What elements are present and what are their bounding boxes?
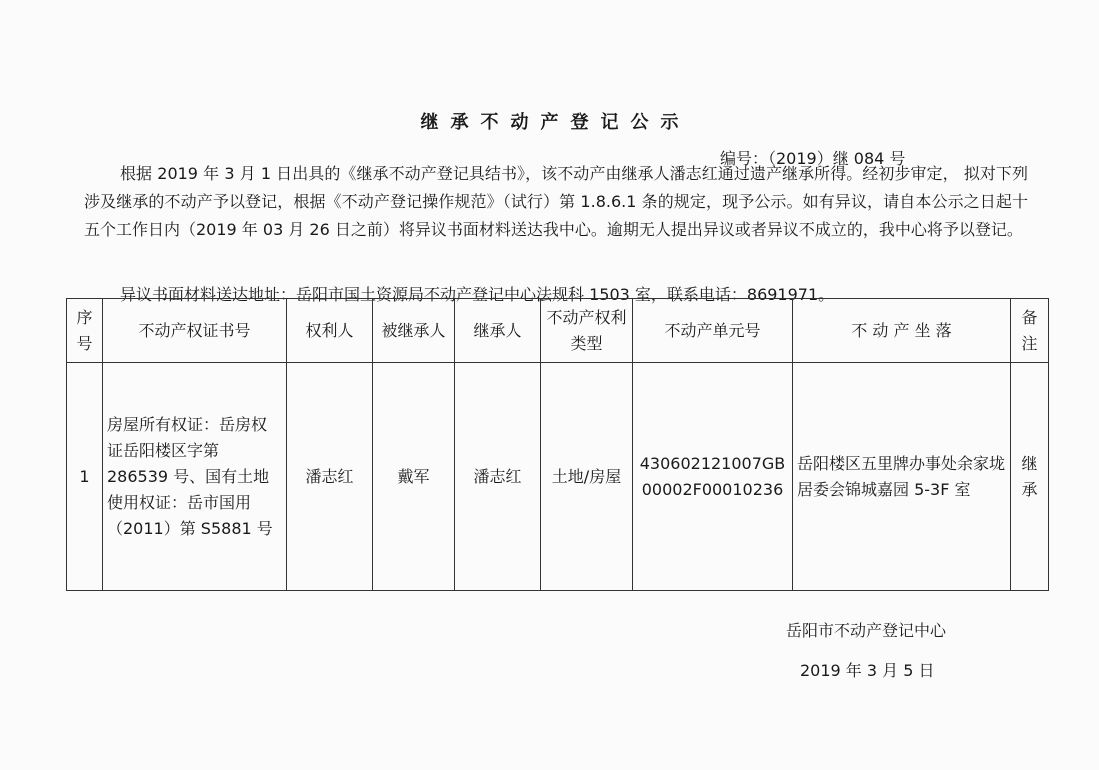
header-deceased: 被继承人 — [373, 299, 455, 363]
header-remark: 备注 — [1011, 299, 1049, 363]
cell-right-type: 土地/房屋 — [541, 363, 633, 591]
cell-heir: 潘志红 — [455, 363, 541, 591]
issue-date: 2019 年 3 月 5 日 — [800, 661, 935, 680]
header-heir: 继承人 — [455, 299, 541, 363]
cell-deceased: 戴军 — [373, 363, 455, 591]
table-header-row — [67, 299, 1049, 363]
header-certificate: 不动产权证书号 — [103, 299, 287, 363]
document-title: 继承不动产登记公示 — [420, 112, 691, 133]
notice-body: 根据 2019 年 3 月 1 日出具的《继承不动产登记具结书》，该不动产由继承人潘志红通过遗产继承所得。经初步审定， 拟对下列涉及继承的不动产予以登记，根据《不动产登记操作规范》（试行）第 1.8.6.1 条的规定，现予公示。如有异议，请自本公示之日起十五个工作日内（2019 年 03 月 26 日之前）将异议书面材料送达我中心。逾期无人提出异议或者异议不成立的，我中心将予以登记。 — [84, 164, 1028, 239]
cell-owner: 潘志红 — [287, 363, 373, 591]
registration-table — [66, 298, 1049, 591]
header-seq: 序号 — [67, 299, 103, 363]
issuing-organization: 岳阳市不动产登记中心 — [786, 621, 947, 640]
header-right-type: 不动产权利类型 — [541, 299, 633, 363]
objection-address: 异议书面材料送达地址：岳阳市国土资源局不动产登记中心法规科 1503 室，联系电话：8691971。 — [120, 285, 835, 304]
header-owner: 权利人 — [287, 299, 373, 363]
cell-remark: 继承 — [1011, 363, 1049, 591]
cell-location: 岳阳楼区五里牌办事处余家垅居委会锦城嘉园 5-3F 室 — [793, 363, 1011, 591]
header-unit-no: 不动产单元号 — [633, 299, 793, 363]
document-number: 编号：（2019）继 084 号 — [720, 149, 906, 168]
header-location: 不 动 产 坐 落 — [793, 299, 1011, 363]
cell-unit-no: 430602121007GB00002F00010236 — [633, 363, 793, 591]
table-row — [67, 363, 1049, 591]
cell-seq: 1 — [67, 363, 103, 591]
cell-certificate: 房屋所有权证：岳房权证岳阳楼区字第 286539 号、国有土地使用权证：岳市国用（2011）第 S5881 号 — [103, 363, 287, 591]
